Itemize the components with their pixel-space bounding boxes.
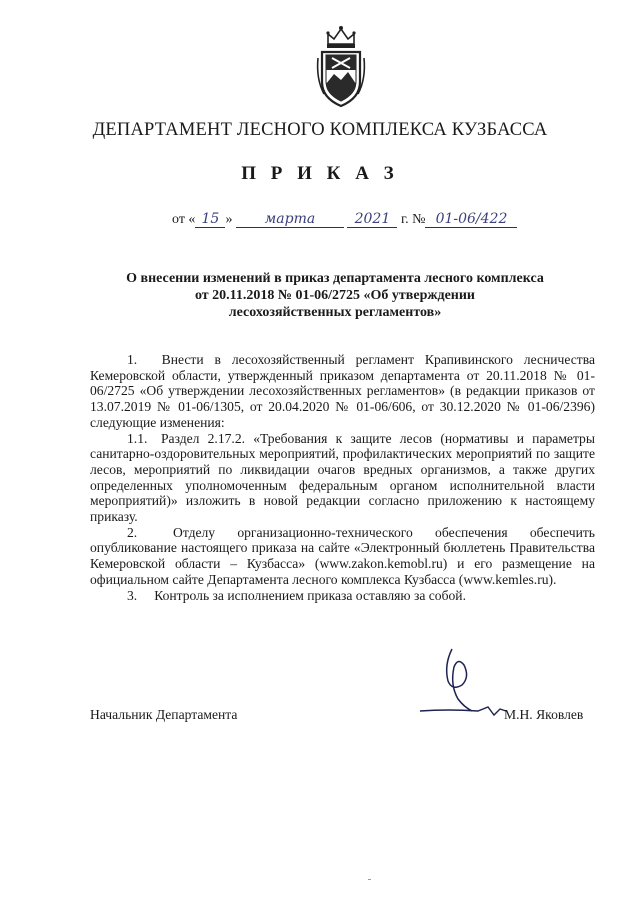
clause-1: 1. Внести в лесохозяйственный регламент Крапивинского лесничества Кемеровской области, утвержденный приказом департамента от 20.11.2018 № 01-06/2725 «Об утверждении лесохозяйственных регламентов» (в редакции приказов от 13.07.2019 № 01-06/1305, от 20.04.2020 № 01-06/606, от 30.12.2020 № 01-06/2396) следующие изменения: — [90, 352, 595, 430]
subject-line: от 20.11.2018 № 01-06/2725 «Об утверждении — [194, 288, 475, 303]
date-prefix: от « — [172, 212, 196, 227]
clause-2: 2. Отделу организационно-технического обеспечения обеспечить опубликование настоящего приказа на сайте «Электронный бюллетень Правительства Кемеровской области – Кузбасса» (www.zakon.kemobl.ru) и его размещение на официальном сайте Департамента лесного комплекса Кузбасса (www.kemles.ru). — [90, 524, 595, 587]
clause-3: 3. Контроль за исполнением приказа оставляю за собой. — [127, 587, 466, 603]
signatory-position: Начальник Департамента — [90, 707, 238, 722]
coat-of-arms-emblem — [314, 24, 368, 110]
date-year-suffix: г. — [400, 212, 409, 227]
order-subject — [95, 270, 575, 321]
subject-line: О внесении изменений в приказ департамента лесного комплекса — [126, 271, 544, 286]
signatory-name: М.Н. Яковлев — [504, 707, 584, 722]
order-number: 01-06/422 — [425, 211, 517, 228]
department-name: ДЕПАРТАМЕНТ ЛЕСНОГО КОМПЛЕКСА КУЗБАССА — [92, 120, 548, 140]
subject-line: лесохозяйственных регламентов» — [228, 305, 442, 320]
date-day: 15 — [195, 211, 225, 228]
date-quote-close: » — [225, 212, 233, 227]
date-month: марта — [236, 211, 344, 228]
date-and-number-line — [172, 211, 517, 228]
clause-1-1: 1.1. Раздел 2.17.2. «Требования к защите лесов (нормативы и параметры санитарно-оздоровительных мероприятий, профилактических мероприятий по защите лесов, мероприятий по ликвидации очагов вредных организмов, а также других определенных уполномоченным федеральным органом исполнительной власти мероприятий)» изложить в новой редакции согласно приложению к настоящему приказу. — [90, 430, 595, 525]
order-body — [90, 352, 595, 603]
document-title: П Р И К А З — [241, 163, 399, 184]
handwritten-signature — [418, 645, 510, 727]
order-number-label: № — [412, 212, 426, 227]
scan-speck — [368, 879, 371, 880]
date-year: 2021 — [347, 211, 397, 228]
